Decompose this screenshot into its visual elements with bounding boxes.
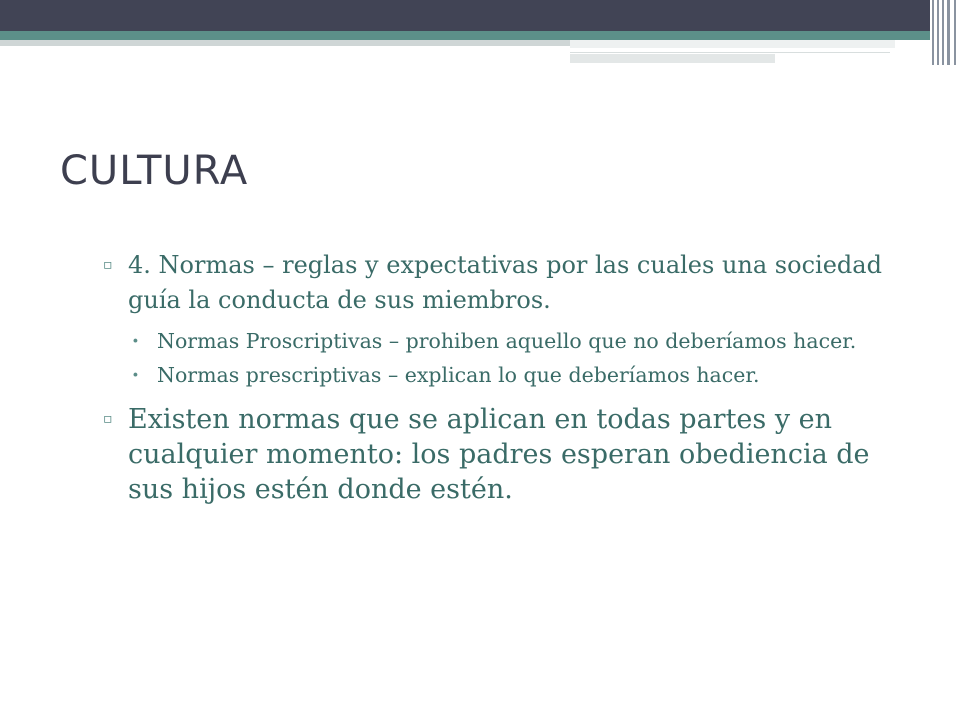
dot-bullet-icon: ∙ xyxy=(132,333,139,349)
slide-title: CULTURA xyxy=(60,148,249,194)
bullet-text: Existen normas que se aplican en todas partes y en cualquier momento: los padres esperan obediencia de sus hijos estén donde estén. xyxy=(128,404,870,505)
bullet-item xyxy=(103,402,923,507)
header-light-stripe xyxy=(0,40,570,46)
dot-bullet-icon: ∙ xyxy=(132,367,139,383)
square-bullet-icon: ▫ xyxy=(103,411,113,427)
sub-bullet-text: Normas Proscriptivas – prohiben aquello que no deberíamos hacer. xyxy=(157,329,857,353)
sub-bullet-text: Normas prescriptivas – explican lo que deberíamos hacer. xyxy=(157,363,760,387)
slide-content xyxy=(103,248,923,513)
header-gray-stripe xyxy=(570,54,775,63)
header-band xyxy=(0,0,960,31)
bullet-item xyxy=(103,248,923,318)
bullet-text: 4. Normas – reglas y expectativas por las cuales una sociedad guía la conducta de sus miembros. xyxy=(128,251,882,314)
header-light-stripe-right xyxy=(570,40,895,48)
header-white-line xyxy=(570,50,890,52)
corner-decoration xyxy=(930,0,960,65)
sub-bullet-item xyxy=(131,358,923,392)
sub-bullet-item xyxy=(131,324,923,358)
square-bullet-icon: ▫ xyxy=(103,257,113,273)
header-accent-stripe xyxy=(0,31,960,40)
